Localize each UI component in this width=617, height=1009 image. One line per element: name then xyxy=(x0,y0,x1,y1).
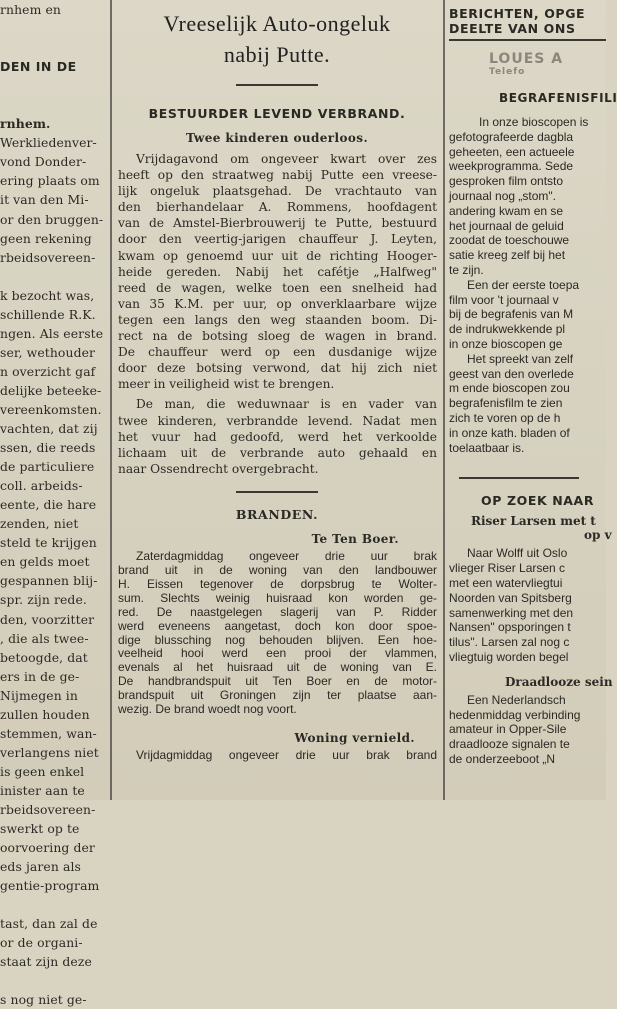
left-column-line: den, voorzitter xyxy=(0,611,95,627)
left-column-line: rnhem en xyxy=(0,2,62,17)
article-line: reed de wagen, welke toen een snelheid had xyxy=(118,280,437,295)
left-column-line: gespannen blij- xyxy=(0,573,98,589)
right-line: andering kwam en se xyxy=(449,203,564,218)
branden-place-1: Te Ten Boer. xyxy=(311,531,399,546)
article-title-line-1: Vreeselijk Auto-ongeluk xyxy=(163,11,391,36)
right-line: in onze kath. bladen of xyxy=(449,425,570,440)
left-column-line: rnhem. xyxy=(0,116,51,132)
right-line: weekprogramma. Sede xyxy=(449,159,574,174)
left-column-line: zenden, niet xyxy=(0,516,79,532)
right-line: samenwerking met den xyxy=(449,605,574,620)
left-column-line xyxy=(0,95,107,114)
article-line: twee kinderen, verbrandde levend. Nadat men xyxy=(118,413,437,428)
left-column-line xyxy=(0,38,107,57)
left-column-line: or den bruggen- xyxy=(0,211,104,227)
right-line: tilus". Larsen zal nog c xyxy=(449,635,570,650)
right-line: geest van den overlede xyxy=(449,366,574,381)
right-section-2-sub-1: Riser Larsen met t xyxy=(471,514,596,529)
left-column-line: schillende R.K. xyxy=(0,306,96,322)
article-subsubhead: Twee kinderen ouderloos. xyxy=(185,131,369,145)
right-section-2-sub-2: op v xyxy=(584,528,612,543)
article-line: heide gereden. Nabij het cafétje „Halfweg" xyxy=(118,264,437,279)
branden-line: wezig. De brand woedt nog voort. xyxy=(118,702,297,717)
left-column-line: n overzicht gaf xyxy=(0,363,96,379)
left-column-line: ering plaats om xyxy=(0,173,100,189)
left-column-line: eds jaren als xyxy=(0,859,81,875)
right-line: zoodat de toeschouwe xyxy=(449,233,570,248)
right-line: te zijn. xyxy=(449,262,484,277)
right-line: draadlooze signalen te xyxy=(449,737,570,752)
article-line: lijk ongeluk plaatsgehad. De vrachtauto van xyxy=(118,184,437,199)
branden-line: red. De naastgelegen slagerij van P. Ridder xyxy=(118,604,437,619)
left-column-line: swerkt op te xyxy=(0,821,80,837)
right-section-2-text xyxy=(449,546,606,664)
left-column-line: k bezocht was, xyxy=(0,287,95,303)
article-line: den bierhandelaar A. Rommens, hoofdagent xyxy=(118,200,437,215)
left-column-line: rbeidsovereen- xyxy=(0,801,96,817)
right-line: het journaal de geluid xyxy=(449,218,564,233)
right-line: Nansen" opsporingen t xyxy=(449,620,571,635)
article-line: door deze botsing verwond, dat hij zich niet xyxy=(118,361,437,376)
right-line: vliegtuig worden begel xyxy=(449,649,569,664)
left-column-line: , die als twee- xyxy=(0,630,89,646)
article-line: De man, die weduwnaar is en vader van xyxy=(136,397,437,412)
branden-line: evenals al het huisraad uit de woning van E. xyxy=(118,660,437,675)
article-line: van de Amstel-Bierbrouwerij te Putte, bestuurd xyxy=(118,216,437,231)
left-column-line: eente, die hare xyxy=(0,497,97,513)
left-column-line: vereenkomsten. xyxy=(0,401,102,417)
left-column-line xyxy=(0,76,107,95)
right-line: Het spreekt van zelf xyxy=(467,351,574,366)
left-column-line: rbeidsovereen- xyxy=(0,249,96,265)
left-column-line: vachten, dat zij xyxy=(0,421,98,437)
left-column xyxy=(0,0,107,1008)
branden-paragraph-1 xyxy=(115,550,439,717)
branden-line: Zaterdagmiddag ongeveer drie uur brak xyxy=(136,548,437,563)
branden-line: brand uit in de woning van den landbouwer xyxy=(118,562,437,577)
right-column xyxy=(449,0,617,800)
branden-line: sum. Slechts weinig huisraad kon worden ge- xyxy=(118,590,437,605)
faint-ad-line-2: Telefo xyxy=(489,67,526,77)
article-paragraph-1 xyxy=(115,151,439,392)
left-column-line: betoogde, dat xyxy=(0,649,88,665)
left-column-line: zullen houden xyxy=(0,706,90,722)
article-line: kwam op genoemd uur uit de richting Hooger- xyxy=(118,248,437,263)
right-line: begrafenisfilm te zien xyxy=(449,396,563,411)
faint-ad-line-1: LOUES A xyxy=(489,51,564,67)
branden-paragraph-2-line: Vrijdagmiddag ongeveer drie uur brak brand xyxy=(136,748,437,763)
article-line: door den veertig-jarigen chauffeur J. Leyten, xyxy=(118,232,437,247)
left-column-line: tast, dan zal de xyxy=(0,916,98,932)
article-line: tegen een langs den weg staanden boom. Di- xyxy=(118,312,437,327)
article-subhead: BESTUURDER LEVEND VERBRAND. xyxy=(148,106,406,121)
right-line: gesproken film ontsto xyxy=(449,174,564,189)
right-line: In onze bioscopen is xyxy=(479,115,589,129)
left-column-line: DEN IN DE xyxy=(0,59,77,75)
right-line: zich te voren op de h xyxy=(449,410,561,425)
right-head-line-2: DEELTE VAN ONS xyxy=(449,21,576,36)
left-column-line: s nog niet ge- xyxy=(0,992,87,1008)
article-line: De chauffeur werd op een dusdanige wijze xyxy=(118,345,437,360)
left-column-line: ers in de ge- xyxy=(0,668,80,684)
left-column-line: Werkliedenver- xyxy=(0,135,97,151)
branden-line: dige blussching nog behouden blijven. Een hoe- xyxy=(118,632,437,647)
right-head-line-1: BERICHTEN, OPGE xyxy=(449,6,586,21)
right-line: Een der eerste toepa xyxy=(467,277,580,292)
right-section-1-text xyxy=(449,115,606,455)
branden-line: H. Eissen tegenover de dorpsbrug te Wolter- xyxy=(118,576,437,591)
left-column-line: inister aan te xyxy=(0,782,85,798)
left-column-line: oorvoering der xyxy=(0,840,95,856)
right-section-2-heading: OP ZOEK NAAR xyxy=(481,493,595,509)
left-column-line xyxy=(0,19,107,38)
article-line: heeft op den straatweg nabij Putte een vreese- xyxy=(118,168,437,183)
article-line: meer in veiligheid wist te brengen. xyxy=(118,377,335,392)
right-section-1-heading: BEGRAFENISFILI xyxy=(499,91,617,105)
article-line: van 35 K.M. per uur, op onverklaarbare wijze xyxy=(118,296,437,311)
right-line: Naar Wolff uit Oslo xyxy=(467,546,568,561)
left-column-line: Nijmegen in xyxy=(0,687,78,703)
left-column-line: stemmen, wan- xyxy=(0,725,97,741)
right-line: Een Nederlandsch xyxy=(467,692,566,707)
right-section-3-text xyxy=(449,693,606,767)
article-title-line-2: nabij Putte. xyxy=(223,42,331,67)
column-rule-right xyxy=(443,0,445,800)
left-column-line: coll. arbeids- xyxy=(0,478,83,494)
branden-line: veelheid hooi werd een prooi der vlammen, xyxy=(118,646,437,661)
right-line: in onze bioscopen ge xyxy=(449,336,563,351)
right-line: film voor 't journaal v xyxy=(449,292,559,307)
right-line: hedenmiddag verbinding xyxy=(449,707,581,722)
left-column-line: steld te krijgen xyxy=(0,535,97,551)
branden-line: De handbrandspuit uit Ten Boer en de motor- xyxy=(118,674,437,689)
left-column-line: staat zijn deze xyxy=(0,954,92,970)
branden-line: werd eveneens aangetast, doch kon door spoe- xyxy=(118,618,437,633)
left-column-line: delijke beteeke- xyxy=(0,382,102,398)
right-line: toelaatbaar is. xyxy=(449,440,525,455)
left-column-line: en gelds moet xyxy=(0,554,90,570)
right-line: gefotografeerde dagbla xyxy=(449,129,574,144)
left-column-line: geen rekening xyxy=(0,230,92,246)
article-line: het vuur had gedoofd, werd het verkoolde xyxy=(118,429,437,444)
branden-heading: BRANDEN. xyxy=(235,506,319,522)
branden-place-2: Woning vernield. xyxy=(294,731,415,746)
article-line: naar Ossendrecht overgebracht. xyxy=(118,461,319,476)
left-column-line: ssen, die reeds xyxy=(0,440,96,456)
article-line: rect na de botsing sloeg de wagen in brand. xyxy=(118,329,437,344)
right-line: vlieger Riser Larsen c xyxy=(449,561,566,576)
right-line: m ende bioscopen zou xyxy=(449,381,570,396)
article-line: lichaam uit de verbrande auto gehaald en xyxy=(118,445,437,460)
left-column-line: or de organi- xyxy=(0,935,83,951)
left-column-line xyxy=(0,971,107,990)
right-line: de onderzeeboot „N xyxy=(449,751,556,766)
branden-line: brandspuit uit Groningen zijn ter plaatse aan- xyxy=(118,688,437,703)
right-line: bij de begrafenis van M xyxy=(449,307,574,322)
article-line: Vrijdagavond om ongeveer kwart over zes xyxy=(136,152,437,166)
right-line: geheeten, een actueele xyxy=(449,144,575,159)
right-line: Noorden van Spitsberg xyxy=(449,590,572,605)
right-line: de indrukwekkende pl xyxy=(449,322,566,337)
branden-paragraph-2 xyxy=(115,749,439,763)
column-rule-left xyxy=(110,0,112,800)
right-line: amateur in Opper-Sile xyxy=(449,722,567,737)
article-title xyxy=(115,8,439,70)
article-paragraph-2 xyxy=(115,396,439,476)
right-line: satie kreeg zelf bij het xyxy=(449,248,566,263)
left-column-line: it van den Mi- xyxy=(0,192,89,208)
left-column-line: verlangens niet xyxy=(0,744,99,760)
right-line: met een watervliegtui xyxy=(449,575,563,590)
left-column-line: spr. zijn rede. xyxy=(0,592,87,608)
left-column-line xyxy=(0,895,107,914)
main-article-column xyxy=(115,0,439,800)
left-column-line xyxy=(0,267,107,286)
left-column-line: is geen enkel xyxy=(0,763,85,779)
left-column-line: gentie-program xyxy=(0,878,100,894)
left-column-line: de particuliere xyxy=(0,459,95,475)
right-line: journaal nog „stom". xyxy=(449,188,556,203)
left-column-line: vond Donder- xyxy=(0,154,87,170)
left-column-line: ngen. Als eerste xyxy=(0,325,104,341)
right-section-3-heading: Draadlooze sein xyxy=(505,674,613,689)
left-column-line: ser, wethouder xyxy=(0,344,96,360)
